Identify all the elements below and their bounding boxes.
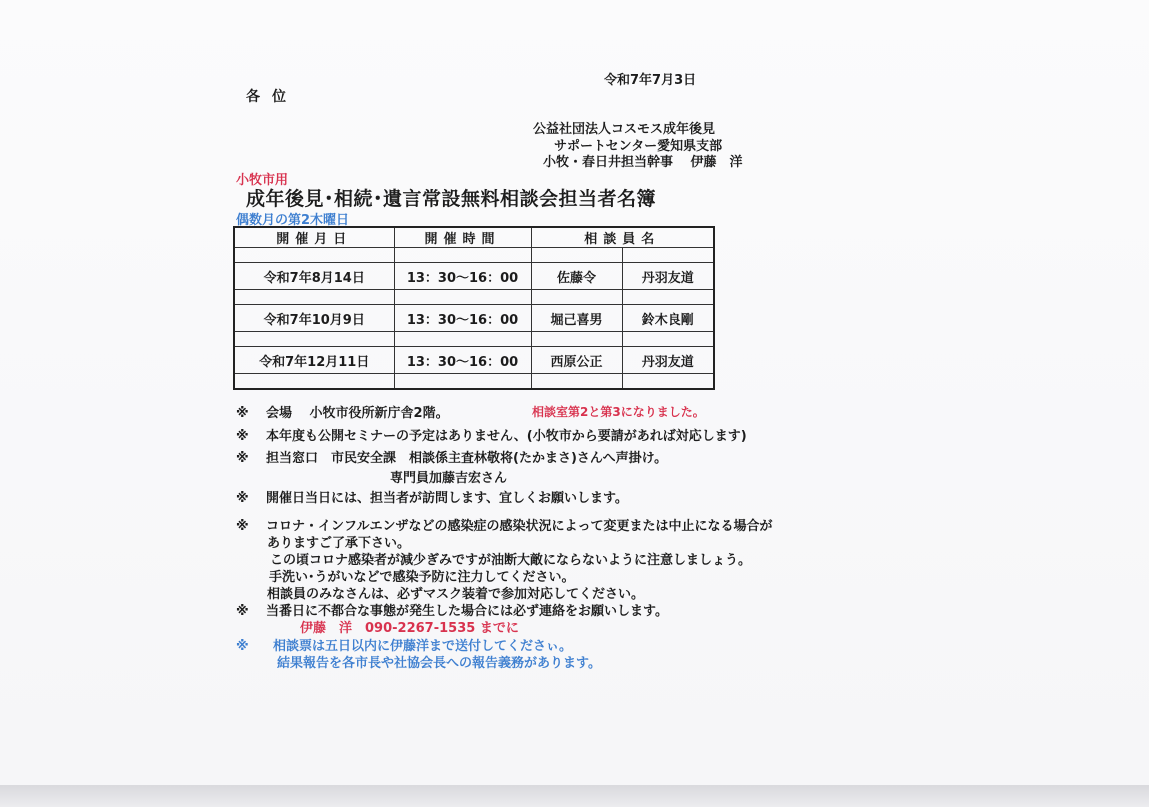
cell-time: 13：30～16：00: [394, 263, 531, 290]
table-row: [234, 347, 714, 374]
note-corona-line2: ありますご了承下さい。: [267, 536, 411, 551]
note-mark: ※: [236, 604, 249, 619]
cell-counselor: 丹羽友道: [622, 347, 714, 374]
region-label: 小牧市用: [236, 173, 289, 188]
cell-date: 令和7年12月11日: [234, 347, 394, 374]
cell-date: 令和7年10月9日: [234, 305, 394, 332]
note-corona-line5: 相談員のみなさんは、必ずマスク装着で参加対応してください。: [267, 587, 645, 602]
note-emergency-contact: 伊藤 洋 090-2267-1535 までに: [300, 621, 519, 636]
sender-org-line2: サポートセンター愛知県支部: [554, 139, 723, 154]
document-title: 成年後見･相続･遺言常設無料相談会担当者名簿: [246, 188, 657, 210]
cell-counselor: 佐藤令: [531, 263, 622, 290]
note-corona-line3: この頃コロナ感染者が減少ぎみですが油断大敵にならないように注意しましょう。: [270, 553, 752, 568]
note-emergency-text: 当番日に不都合な事態が発生した場合には必ず連絡をお願いします。: [266, 604, 668, 619]
cell-counselor: 丹羽友道: [622, 263, 714, 290]
note-contact: [236, 447, 667, 466]
note-mark: ※: [236, 639, 249, 654]
addressee: 各位: [246, 89, 298, 105]
table-spacer-row: [234, 332, 714, 347]
note-mark: ※: [236, 429, 249, 444]
note-venue: [236, 402, 449, 421]
note-corona-text: コロナ・インフルエンザなどの感染症の感染状況によって変更または中止になる場合が: [266, 519, 773, 534]
table-spacer-row: [234, 374, 714, 390]
note-contact-text: 担当窓口 市民安全課 相談係主査林敬将(たかまさ)さんへ声掛け。: [266, 451, 668, 466]
sender-person: 小牧・春日井担当幹事 伊藤 洋: [543, 155, 743, 170]
table-row: [234, 263, 714, 290]
note-corona-line4: 手洗い･うがいなどで感染予防に注力してください。: [269, 570, 575, 585]
scan-bottom-edge: [0, 785, 1149, 807]
table-row: [234, 305, 714, 332]
note-mark: ※: [236, 406, 249, 421]
note-seminar: [236, 425, 747, 444]
note-contact-sub: 専門員加藤吉宏さん: [390, 471, 508, 486]
cell-time: 13：30～16：00: [394, 347, 531, 374]
note-seminar-text: 本年度も公開セミナーの予定はありません、(小牧市から要請があれば対応します): [266, 429, 747, 444]
schedule-table: [233, 226, 715, 390]
cell-time: 13：30～16：00: [394, 305, 531, 332]
header-counselors: 相談員名: [531, 227, 714, 248]
header-time: 開催時間: [394, 227, 531, 248]
note-mark: ※: [236, 491, 249, 506]
cell-counselor: 堀己喜男: [531, 305, 622, 332]
cell-counselor: 西原公正: [531, 347, 622, 374]
note-mark: ※: [236, 519, 249, 534]
table-spacer-row: [234, 290, 714, 305]
cell-date: 令和7年8月14日: [234, 263, 394, 290]
issue-date: 令和7年7月3日: [604, 73, 697, 88]
note-mark: ※: [236, 451, 249, 466]
note-report-text: 相談票は五日以内に伊藤洋まで送付してくださぃ。: [273, 639, 573, 654]
table-spacer-row: [234, 248, 714, 263]
cell-counselor: 鈴木良剛: [622, 305, 714, 332]
schedule-note: 偶数月の第2木曜日: [236, 213, 350, 228]
header-date: 開催月日: [234, 227, 394, 248]
note-visit-text: 開催日当日には、担当者が訪問します、宜しくお願いします。: [266, 491, 628, 506]
sender-org-line1: 公益社団法人コスモス成年後見: [533, 122, 716, 137]
table-header-row: [234, 227, 714, 248]
note-venue-update: 相談室第2と第3になりました。: [532, 405, 705, 419]
note-visit: [236, 487, 628, 506]
note-report-line2: 結果報告を各市長や社協会長への報告義務があります。: [277, 656, 601, 671]
note-venue-text: 会場 小牧市役所新庁舎2階。: [266, 406, 449, 421]
